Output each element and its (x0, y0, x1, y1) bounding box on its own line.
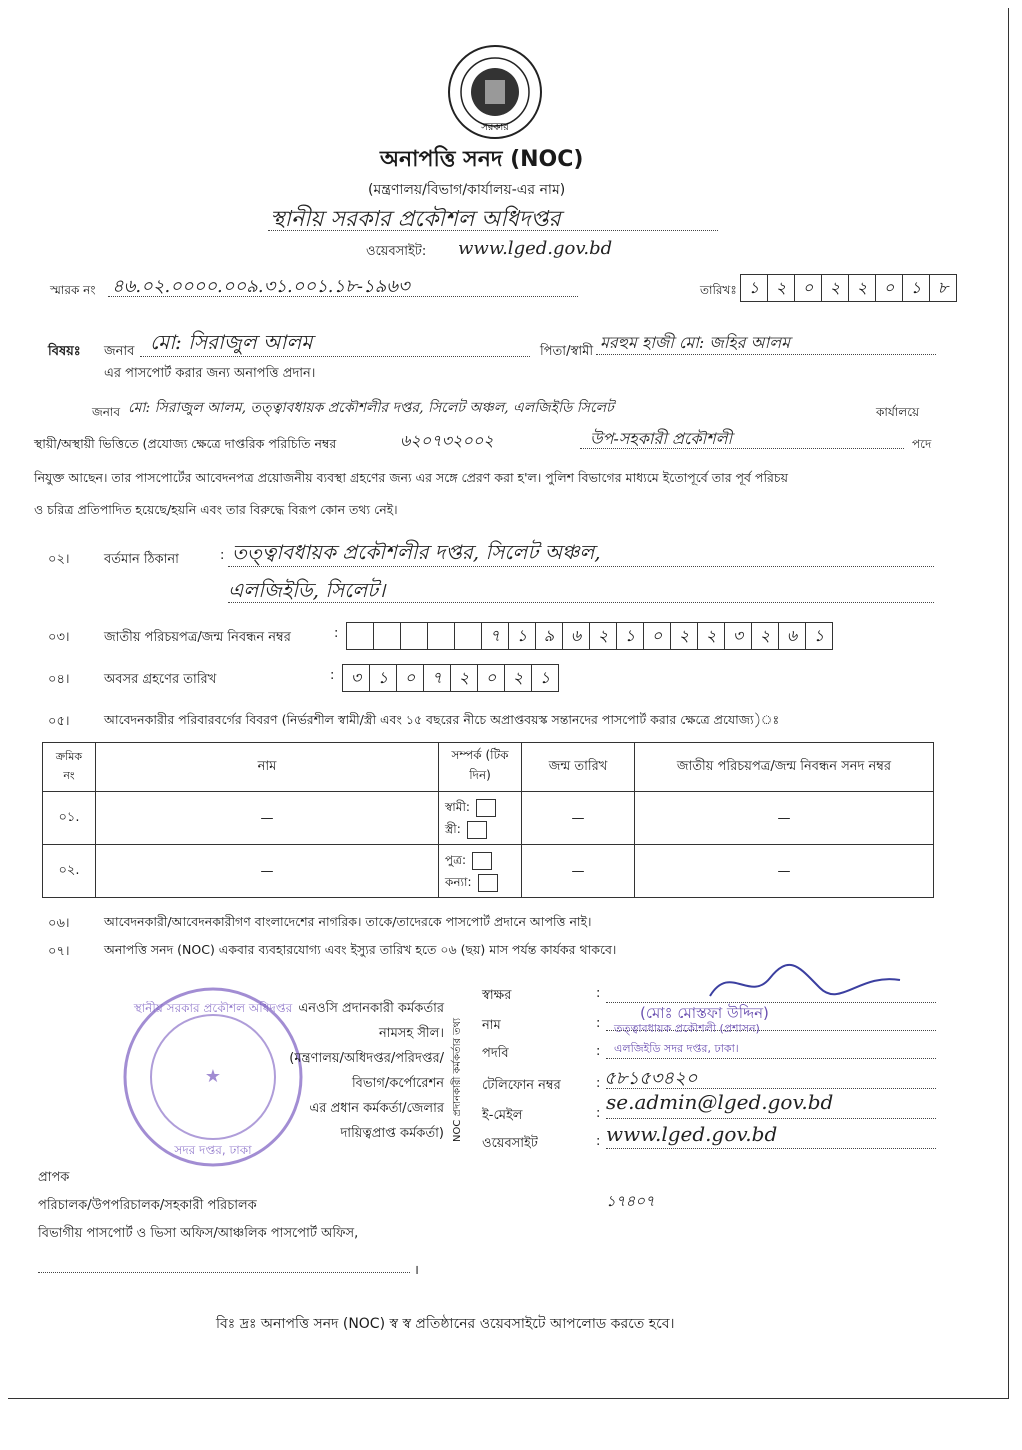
body-mr: জনাব (92, 405, 121, 419)
item-05-number: ০৫। (48, 714, 70, 729)
officer-email: se.admin@lged.gov.bd (606, 1090, 834, 1114)
subject-label: বিষয়ঃ (48, 344, 81, 359)
item-04-label: অবসর গ্রহণের তারিখ (104, 672, 217, 687)
son-checkbox[interactable] (472, 852, 492, 870)
recipient-line1: পরিচালক/উপপরিচালক/সহকারী পরিচালক (38, 1198, 257, 1213)
item-07-label: অনাপত্তি সনদ (NOC) একবার ব্যবহারযোগ্য এবং ইস্যুর তারিখ হতে ০৬ (ছয়) মাস পর্যন্ত কার্যকর থাকবে। (104, 942, 617, 957)
subject-purpose: এর পাসপোর্ট করার জন্য অনাপত্তি প্রদান। (104, 366, 316, 381)
memo-label: স্মারক নং (50, 283, 96, 297)
officer-office: এলজিইডি সদর দপ্তর, ঢাকা। (614, 1042, 739, 1055)
office-name: স্থানীয় সরকার প্রকৌশল অধিদপ্তর (270, 207, 561, 232)
email-label: ই-মেইল (482, 1108, 523, 1123)
stamp-bottom-text: সদর দপ্তর, ঢাকা (174, 1143, 252, 1157)
family-table (42, 742, 934, 898)
item-07-number: ০৭। (48, 944, 70, 959)
phone-label: টেলিফোন নম্বর (482, 1078, 561, 1093)
government-seal-icon (445, 42, 545, 142)
recipient-line2: বিভাগীয় পাসপোর্ট ও ভিসা অফিস/আঞ্চলিক পাসপোর্ট অফিস, (38, 1226, 359, 1241)
husband-checkbox[interactable] (476, 799, 496, 817)
name-label: নাম (482, 1018, 501, 1033)
item-04-number: ০৪। (48, 672, 70, 687)
signature-left-block: এনওসি প্রদানকারী কর্মকর্তার নামসহ সীল। (মন্ত্রণালয়/অধিদপ্তর/পরিদপ্তর/ বিভাগ/কর্পোরেশন এর প্রধান কর্মকর্তা/জেলার দায়িত্বপ্রাপ্ত কর্মকর্তা) (289, 1001, 444, 1141)
item-02-number: ০২। (48, 552, 70, 567)
item-05-label: আবেদনকারীর পরিবারবর্গের বিবরণ (নির্ভরশীল স্বামী/স্ত্রী এবং ১৫ বছরের নীচে অপ্রাপ্তবয়স্ক সন্তানদের পাসপোর্ট করার ক্ষেত্রে প্রযোজ্য)ঃ (104, 712, 780, 727)
officer-phone: ৫৮১৫৩৪২০ (604, 1068, 698, 1089)
officer-website: www.lged.gov.bd (606, 1122, 778, 1146)
signature-scribble-icon (700, 958, 910, 1008)
website-value: www.lged.gov.bd (458, 238, 613, 259)
nid-grid: ৭ ১ ৯ ৬ ২ ১ ০ ২ ২ ৩ ২ ৬ ১ (346, 622, 833, 650)
body-office-hand: মো: সিরাজুল আলম, তত্ত্বাবধায়ক প্রকৌশলীর দপ্তর, সিলেট অঞ্চল, এলজিইডি সিলেট (128, 400, 614, 416)
table-row: ০২. — পুত্র: কন্যা: — — (43, 845, 934, 898)
stamp-text: স্থানীয় সরকার প্রকৌশল অধিদপ্তর (133, 1001, 293, 1015)
family-table-header (43, 743, 934, 792)
page-subtitle: (মন্ত্রণালয়/বিভাগ/কার্যালয়-এর নাম) (368, 182, 566, 198)
designation: উপ-সহকারী প্রকৌশলী (590, 429, 733, 448)
address-line2: এলজিইডি, সিলেট। (228, 578, 386, 602)
body-line2-suffix: পদে (912, 437, 932, 451)
seal-bottom-text: সরকার (481, 122, 509, 133)
applicant-name: মো: সিরাজুল আলম (150, 330, 313, 354)
retirement-date-grid: ৩ ১ ০ ৭ ২ ০ ২ ১ (342, 664, 559, 692)
item-03-number: ০৩। (48, 630, 70, 645)
signature-label: স্বাক্ষর (482, 988, 512, 1003)
address-line1: তত্ত্বাবধায়ক প্রকৌশলীর দপ্তর, সিলেট অঞ্চল, (232, 540, 601, 564)
item-06-label: আবেদনকারী/আবেদনকারীগণ বাংলাদেশের নাগরিক। তাকে/তাদেরকে পাসপোর্ট প্রদানে আপত্তি নাই। (104, 914, 592, 929)
col-relation: সম্পর্ক (টিক দিন) (439, 743, 522, 792)
col-serial: ক্রমিক নং (43, 743, 96, 792)
noc-vertical-label: NOC প্রদানকারী কর্মকর্তার তথ্য (452, 1017, 463, 1142)
father-label: পিতা/স্বামী (540, 344, 594, 359)
father-name: মরহুম হাজী মো: জহির আলম (600, 333, 791, 352)
footer-note: বিঃ দ্রঃ অনাপত্তি সনদ (NOC) স্ব স্ব প্রতিষ্ঠানের ওয়েবসাইটে আপলোড করতে হবে। (216, 1316, 675, 1332)
issue-date-grid: ১ ২ ০ ২ ২ ০ ১ ৮ (740, 274, 957, 302)
subject-mr: জনাব (104, 344, 135, 359)
col-nid: জাতীয় পরিচয়পত্র/জন্ম নিবন্ধন সনদ নম্বর (635, 743, 934, 792)
item-02-label: বর্তমান ঠিকানা (104, 552, 179, 567)
col-name: নাম (96, 743, 439, 792)
officer-designation: তত্ত্বাবধায়ক প্রকৌশলী (প্রশাসন) (614, 1022, 760, 1035)
website-field-label: ওয়েবসাইট (482, 1136, 538, 1151)
daughter-checkbox[interactable] (478, 874, 498, 892)
col-dob: জন্ম তারিখ (522, 743, 635, 792)
body-office-suffix: কার্যালয়ে (876, 405, 920, 419)
memo-value: ৪৬.০২.০০০০.০০৯.৩১.০০১.১৮-১৯৬৩ (112, 276, 410, 297)
body-line4: ও চরিত্র প্রতিপাদিত হয়েছে/হয়নি এবং তার বিরুদ্ধে বিরূপ কোন তথ্য নেই। (34, 502, 398, 517)
recipient-label: প্রাপক (38, 1170, 70, 1185)
official-id: ৬২০৭৩২০০২ (400, 431, 494, 450)
page-title: অনাপত্তি সনদ (NOC) (380, 147, 584, 172)
designation-label: পদবি (482, 1046, 509, 1061)
officer-name: (মোঃ মোস্তফা উদ্দিন) (640, 1004, 769, 1022)
wife-checkbox[interactable] (467, 821, 487, 839)
initials-note: ১৭৪০৭ (606, 1192, 655, 1210)
svg-text:★: ★ (204, 1066, 222, 1087)
date-label: তারিখঃ (700, 283, 737, 297)
item-06-number: ০৬। (48, 916, 70, 931)
body-line3: নিযুক্ত আছেন। তার পাসপোর্টের আবেদনপত্র প্রয়োজনীয় ব্যবস্থা গ্রহণের জন্য এর সঙ্গে প্রেরণ করা হ'ল। পুলিশ বিভাগের মাধ্যমে ইতোপূর্বে তার পূর্ব পরিচয় (34, 470, 789, 485)
table-row: ০১. — স্বামী: স্ত্রী: — — (43, 792, 934, 845)
website-label: ওয়েবসাইট: (366, 244, 427, 259)
body-line2-prefix: স্থায়ী/অস্থায়ী ভিত্তিতে (প্রযোজ্য ক্ষেত্রে দাপ্তরিক পরিচিতি নম্বর (34, 436, 337, 451)
item-03-label: জাতীয় পরিচয়পত্র/জন্ম নিবন্ধন নম্বর (104, 630, 291, 645)
